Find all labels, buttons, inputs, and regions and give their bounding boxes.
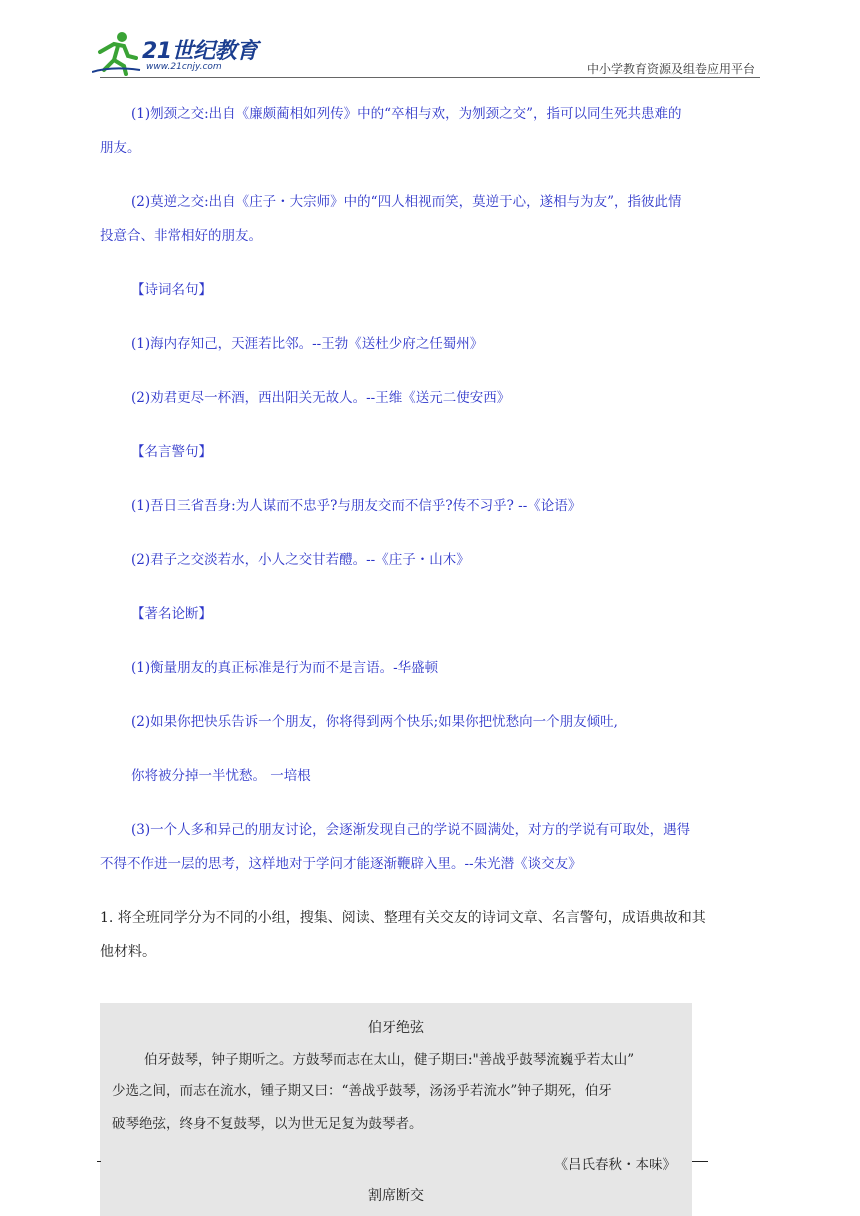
platform-name: 中小学教育资源及组卷应用平台	[586, 62, 755, 76]
story-source: 《吕氏春秋・本味》	[554, 1157, 676, 1173]
runner-logo-icon	[92, 30, 142, 76]
logo-text: 21世纪教育	[142, 39, 258, 64]
quote-item: (1)吾日三省吾身:为人谋而不忠乎?与朋友交而不信乎?传不习乎? --《论语》	[131, 498, 582, 514]
paragraph-line: (2)莫逆之交:出自《庄子・大宗师》中的“四人相视而笑，莫逆于心，遂相与为友”，指彼此情	[131, 194, 682, 210]
section-heading-famous: 【著名论断】	[131, 606, 212, 622]
paragraph-line: 朋友。	[100, 140, 141, 156]
story-title: 割席断交	[368, 1188, 424, 1204]
divider-stub	[97, 1161, 101, 1162]
paragraph-line: (1)刎颈之交:出自《廉颇蔺相如列传》中的“卒相与欢，为刎颈之交”，指可以同生死共患难的	[131, 106, 682, 122]
story-text: 伯牙鼓琴，钟子期听之。方鼓琴而志在太山，健子期曰:"善战乎鼓琴流巍乎若太山”	[144, 1052, 635, 1068]
story-title: 伯牙绝弦	[368, 1020, 424, 1036]
paragraph-line: 投意合、非常相好的朋友。	[100, 228, 262, 244]
header-divider	[100, 77, 760, 78]
poetry-item: (1)海内存知己，天涯若比邻。--王勃《送杜少府之任蜀州》	[131, 336, 484, 352]
poetry-item: (2)劝君更尽一杯酒，西出阳关无故人。--王维《送元二使安西》	[131, 390, 511, 406]
task-line: 1. 将全班同学分为不同的小组，搜集、阅读、整理有关交友的诗词文章、名言警句，成语典故和其	[100, 910, 706, 926]
logo-url: www.21cnjy.com	[146, 62, 222, 72]
famous-item: (1)衡量朋友的真正标准是行为而不是言语。-华盛顿	[131, 660, 439, 676]
story-text: 破琴绝弦，终身不复鼓琴，以为世无足复为鼓琴者。	[112, 1116, 423, 1132]
section-heading-quotes: 【名言警句】	[131, 444, 212, 460]
famous-item: (2)如果你把快乐告诉一个朋友，你将得到两个快乐;如果你把忧愁向一个朋友倾吐,	[131, 714, 618, 730]
story-box	[100, 1003, 692, 1216]
famous-item: 不得不作进一层的思考，这样地对于学问才能逐渐鞭辟入里。--朱光潜《谈交友》	[100, 856, 582, 872]
section-heading-poetry: 【诗词名句】	[131, 282, 212, 298]
site-logo[interactable]	[92, 30, 262, 78]
divider-stub	[692, 1161, 708, 1162]
story-text: 少选之间，而志在流水，锺子期又曰：“善战乎鼓琴，汤汤乎若流水”钟子期死，伯牙	[112, 1083, 612, 1099]
famous-item: (3)一个人多和异己的朋友讨论，会逐渐发现自己的学说不圆满处，对方的学说有可取处，遇得	[131, 822, 691, 838]
task-line: 他材料。	[100, 944, 156, 960]
page-header	[0, 0, 860, 80]
quote-item: (2)君子之交淡若水，小人之交甘若醴。--《庄子・山木》	[131, 552, 470, 568]
famous-item: 你将被分掉一半忧愁。 一培根	[131, 768, 311, 784]
